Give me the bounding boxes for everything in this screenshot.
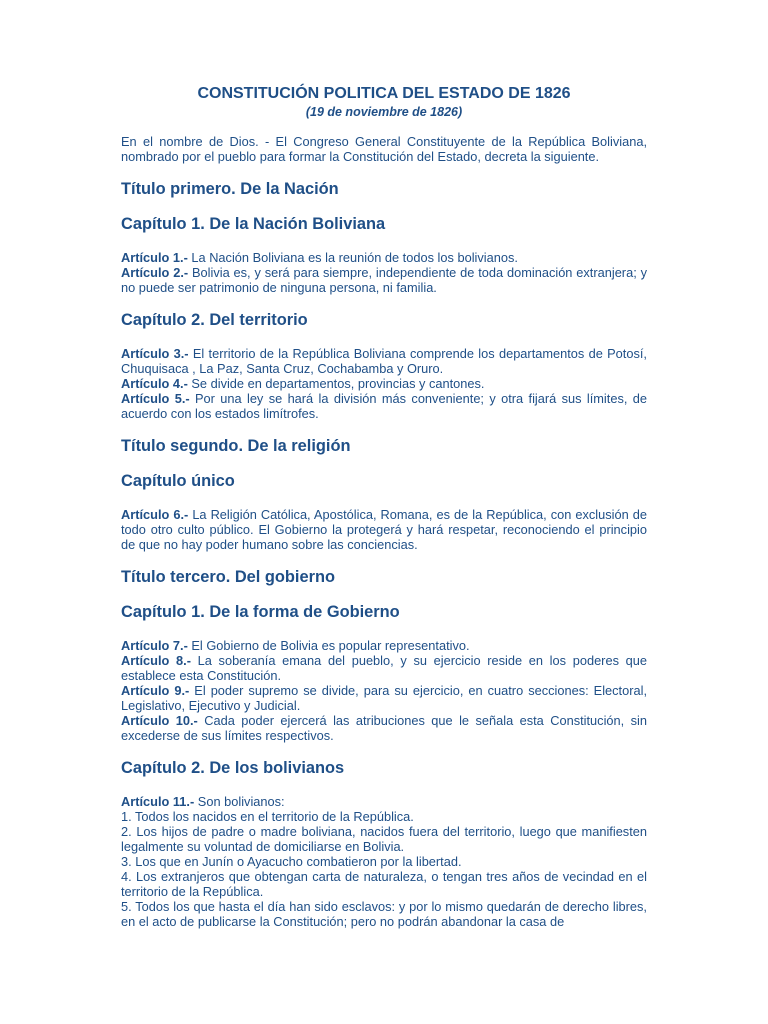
capitulo-2-territorio-heading: Capítulo 2. Del territorio bbox=[121, 311, 308, 329]
article-text: El Gobierno de Bolivia es popular representativo. bbox=[187, 638, 470, 653]
article-text: El poder supremo se divide, para su ejercicio, en cuatro secciones: Electoral, Legislativo, Ejecutivo y Judicial. bbox=[121, 683, 647, 713]
article-label: Artículo 8.- bbox=[121, 653, 191, 668]
article-label: Artículo 9.- bbox=[121, 683, 190, 698]
article-1 bbox=[121, 250, 647, 265]
article-11-block bbox=[121, 794, 647, 929]
capitulo-2-bolivianos-heading: Capítulo 2. De los bolivianos bbox=[121, 759, 345, 777]
document-title: CONSTITUCIÓN POLITICA DEL ESTADO DE 1826 bbox=[197, 85, 571, 102]
article-2 bbox=[121, 265, 647, 295]
articles-1-2 bbox=[121, 250, 647, 295]
capitulo-1-gobierno-heading: Capítulo 1. De la forma de Gobierno bbox=[121, 603, 400, 621]
article-label: Artículo 11.- bbox=[121, 794, 195, 809]
article-label: Artículo 2.- bbox=[121, 265, 189, 280]
article-label: Artículo 1.- bbox=[121, 250, 188, 265]
article-label: Artículo 5.- bbox=[121, 391, 190, 406]
article-7 bbox=[121, 638, 647, 653]
article-6-block bbox=[121, 507, 647, 552]
article-4 bbox=[121, 376, 647, 391]
intro-paragraph: En el nombre de Dios. - El Congreso General Constituyente de la República Boliviana, nombrado por el pueblo para formar la Constitución del Estado, decreta la siguiente. bbox=[121, 134, 647, 164]
document-content bbox=[121, 84, 647, 929]
article-label: Artículo 10.- bbox=[121, 713, 198, 728]
article-text: Cada poder ejercerá las atribuciones que le señala esta Constitución, sin excederse de sus límites respectivos. bbox=[121, 713, 647, 743]
article-3 bbox=[121, 346, 647, 376]
capitulo-unico-heading: Capítulo único bbox=[121, 472, 235, 490]
article-text: La soberanía emana del pueblo, y su ejercicio reside en los poderes que establece esta Constitución. bbox=[121, 653, 647, 683]
article-text: Por una ley se hará la división más conveniente; y otra fijará sus límites, de acuerdo con los estados limítrofes. bbox=[121, 391, 647, 421]
list-item: 4. Los extranjeros que obtengan carta de naturaleza, o tengan tres años de vecindad en el territorio de la República. bbox=[121, 869, 647, 899]
article-text: Son bolivianos: bbox=[194, 794, 285, 809]
article-8 bbox=[121, 653, 647, 683]
article-text: El territorio de la República Boliviana comprende los departamentos de Potosí, Chuquisaca , La Paz, Santa Cruz, Cochabamba y Oruro. bbox=[121, 346, 647, 376]
article-text: La Religión Católica, Apostólica, Romana, es de la República, con exclusión de todo otro culto público. El Gobierno la protegerá y hará respetar, reconociendo el principio de que no hay poder humano sobre las conciencias. bbox=[121, 507, 647, 552]
article-text: La Nación Boliviana es la reunión de todos los bolivianos. bbox=[187, 250, 518, 265]
capitulo-1-nacion-heading: Capítulo 1. De la Nación Boliviana bbox=[121, 215, 386, 233]
titulo-tercero-heading: Título tercero. Del gobierno bbox=[121, 568, 336, 586]
article-text: Bolivia es, y será para siempre, independiente de toda dominación extranjera; y no puede ser patrimonio de ninguna persona, ni familia. bbox=[121, 265, 647, 295]
article-label: Artículo 4.- bbox=[121, 376, 188, 391]
articles-7-10 bbox=[121, 638, 647, 743]
article-11 bbox=[121, 794, 647, 809]
list-item: 2. Los hijos de padre o madre boliviana, nacidos fuera del territorio, luego que manifiesten legalmente su voluntad de domiciliarse en Bolivia. bbox=[121, 824, 647, 854]
document-subtitle: (19 de noviembre de 1826) bbox=[305, 105, 463, 119]
article-label: Artículo 3.- bbox=[121, 346, 189, 361]
article-9 bbox=[121, 683, 647, 713]
titulo-segundo-heading: Título segundo. De la religión bbox=[121, 437, 351, 455]
article-10 bbox=[121, 713, 647, 743]
article-label: Artículo 7.- bbox=[121, 638, 188, 653]
article-label: Artículo 6.- bbox=[121, 507, 189, 522]
articles-3-5 bbox=[121, 346, 647, 421]
article-text: Se divide en departamentos, provincias y cantones. bbox=[187, 376, 485, 391]
titulo-primero-heading: Título primero. De la Nación bbox=[121, 180, 339, 198]
list-item: 3. Los que en Junín o Ayacucho combatieron por la libertad. bbox=[121, 854, 462, 869]
list-item: 5. Todos los que hasta el día han sido esclavos: y por lo mismo quedarán de derecho libres, en el acto de publicarse la Constitución; pero no podrán abandonar la casa de bbox=[121, 899, 647, 929]
article-6 bbox=[121, 507, 647, 552]
list-item: 1. Todos los nacidos en el territorio de la República. bbox=[121, 809, 414, 824]
article-5 bbox=[121, 391, 647, 421]
